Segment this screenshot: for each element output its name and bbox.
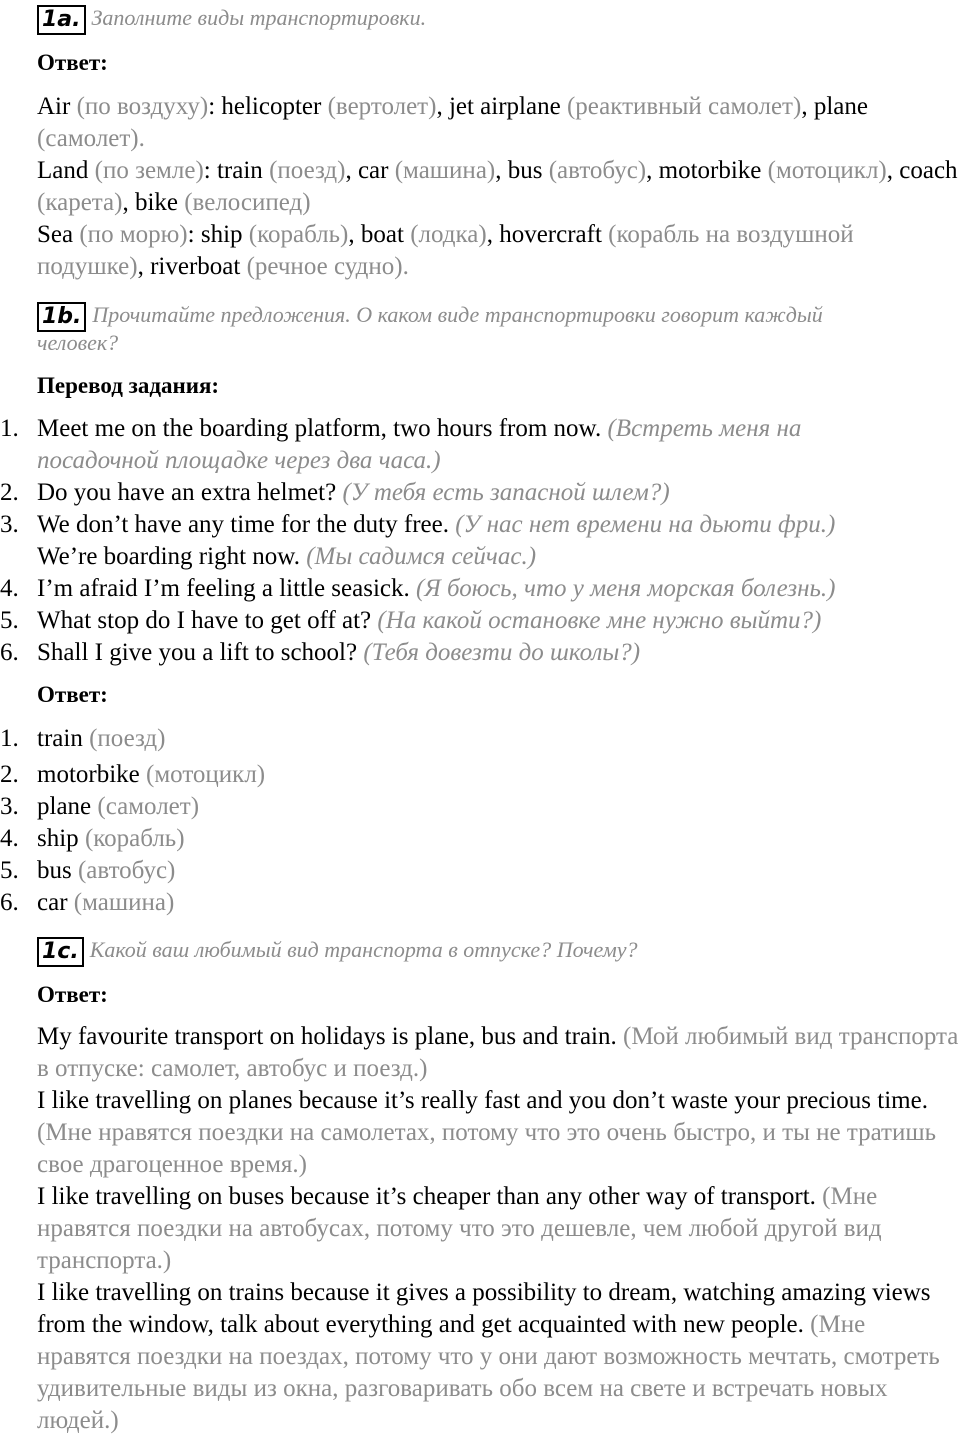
sentence-translation: (Я боюсь, что у меня морская болезнь.)	[416, 575, 836, 602]
task-1c-badge: 1c.	[37, 937, 84, 967]
sentence-text: Do you have an extra helmet?	[37, 479, 337, 506]
answer-sentence-translation: (Мне нравятся поездки на поездах, потому что у они дают возможность мечтать, смотреть удивительные виды из окна, разговаривать обо всем на свете и встречать новых людей.)	[37, 1311, 940, 1434]
answer-sentence: My favourite transport on holidays is plane, bus and train.	[37, 1023, 617, 1050]
word-translation: (самолет)	[37, 125, 139, 152]
list-item	[37, 887, 960, 919]
list-item	[37, 573, 960, 605]
task-1b-answer-label: Ответ:	[37, 682, 108, 707]
sentence-translation: (У тебя есть запасной шлем?)	[342, 479, 670, 506]
word: bus	[507, 157, 543, 184]
word: jet airplane	[448, 93, 561, 120]
word: coach	[899, 157, 958, 184]
word-translation: (вертолет)	[327, 93, 437, 120]
sentence-text: Shall I give you a lift to school?	[37, 639, 358, 666]
land-label: Land	[37, 157, 89, 184]
sentence-translation-cont: посадочной площадке через два часа.)	[37, 447, 441, 474]
list-item	[37, 791, 960, 823]
task-1a-header	[37, 2, 426, 35]
answer-translation: (машина)	[73, 889, 175, 916]
word-translation: (велосипед)	[184, 189, 311, 216]
task-1b-instruction-line1: Прочитайте предложения. О каком виде транспортировки говорит каждый	[92, 302, 823, 327]
answer-word: ship	[37, 825, 79, 852]
sea-translation: (по морю)	[79, 221, 188, 248]
list-number: 3.	[0, 793, 19, 820]
list-number: 4.	[0, 575, 19, 602]
list-item	[37, 637, 960, 669]
word-translation: (корабль на воздушной подушке)	[37, 221, 854, 280]
word-translation: (реактивный самолет)	[566, 93, 802, 120]
sentence-text: We don’t have any time for the duty free.	[37, 511, 449, 538]
task-1c-instruction: Какой ваш любимый вид транспорта в отпуске? Почему?	[89, 937, 638, 962]
sentence-translation: (На какой остановке мне нужно выйти?)	[377, 607, 822, 634]
task-1b-instruction-line2: человек?	[37, 330, 119, 355]
word-translation: (мотоцикл)	[767, 157, 887, 184]
list-number: 1.	[0, 725, 19, 752]
word-translation: (автобус)	[548, 157, 647, 184]
answer-sentence: I like travelling on trains because it gives a possibility to dream, watching amazing views from the window, talk about everything and get acquainted with new people.	[37, 1279, 931, 1338]
answer-word: train	[37, 725, 83, 752]
word-translation: (карета)	[37, 189, 123, 216]
list-item	[37, 509, 960, 541]
sentence-text: What stop do I have to get off at?	[37, 607, 372, 634]
list-number: 2.	[0, 479, 19, 506]
word-translation: (речное судно)	[246, 253, 403, 280]
list-number: 5.	[0, 857, 19, 884]
answer-translation: (поезд)	[89, 725, 166, 752]
sea-label: Sea	[37, 221, 74, 248]
answer-sentence: I like travelling on buses because it’s cheaper than any other way of transport.	[37, 1183, 816, 1210]
word: ship	[200, 221, 243, 248]
task-1a-badge: 1a.	[37, 5, 86, 35]
list-item	[37, 759, 960, 791]
answer-sentence: I like travelling on planes because it’s really fast and you don’t waste your precious time.	[37, 1087, 928, 1114]
word: riverboat	[150, 253, 241, 280]
sentence-text: I’m afraid I’m feeling a little seasick.	[37, 575, 410, 602]
answer-sentence-translation: (Мой любимый вид транспорта в отпуске: самолет, автобус и поезд.)	[37, 1023, 959, 1082]
sentence-translation: (У нас нет времени на дьюти фри.)	[455, 511, 836, 538]
list-item	[37, 413, 960, 445]
word: helicopter	[221, 93, 322, 120]
answer-word: bus	[37, 857, 72, 884]
list-number: 4.	[0, 825, 19, 852]
task-1c-header	[37, 934, 638, 967]
sentence-text: Meet me on the boarding platform, two hours from now.	[37, 415, 602, 442]
land-translation: (по земле)	[94, 157, 204, 184]
word-translation: (лодка)	[410, 221, 487, 248]
list-number: 6.	[0, 639, 19, 666]
list-number: 6.	[0, 889, 19, 916]
sentence-translation: (Тебя довезти до школы?)	[363, 639, 641, 666]
word: hovercraft	[499, 221, 602, 248]
answer-word: motorbike	[37, 761, 140, 788]
air-label: Air	[37, 93, 71, 120]
answer-word: car	[37, 889, 68, 916]
list-item	[37, 605, 960, 637]
answer-sentence-translation: (Мне нравятся поездки на автобусах, потому что это дешевле, чем любой другой вид транспорта.)	[37, 1183, 882, 1274]
word: car	[357, 157, 389, 184]
word: train	[216, 157, 263, 184]
list-item	[37, 855, 960, 887]
word: motorbike	[658, 157, 762, 184]
word: bike	[134, 189, 178, 216]
task-1a-answer-text: Air (по воздуху): helicopter (вертолет), jet airplane (реактивный самолет), plane (самолет). Land (по земле): train (поезд), car (машина), bus (автобус), motorbike (мотоцикл), coach (карета), bike (велосипед) Sea (по морю): ship (корабль), boat (лодка), hovercraft (корабль на воздушной подушке), riverboat (речное судно).	[37, 93, 958, 280]
list-item	[37, 477, 960, 509]
task-1c-answer-label: Ответ:	[37, 982, 108, 1007]
list-number: 3.	[0, 511, 19, 538]
list-item	[37, 723, 960, 755]
air-translation: (по воздуху)	[76, 93, 209, 120]
task-1a-answer-label: Ответ:	[37, 50, 108, 75]
list-number: 2.	[0, 761, 19, 788]
task-1b-header	[37, 299, 823, 332]
task-1a-instruction: Заполните виды транспортировки.	[91, 5, 427, 30]
word: boat	[360, 221, 404, 248]
list-number: 1.	[0, 415, 19, 442]
answer-sentence-translation: (Мне нравятся поездки на самолетах, потому что это очень быстро, и ты не тратишь свое драгоценное время.)	[37, 1119, 937, 1178]
answer-translation: (автобус)	[77, 857, 176, 884]
sentence-translation: (Встреть меня на	[607, 415, 802, 442]
list-item	[37, 823, 960, 855]
word-translation: (корабль)	[248, 221, 349, 248]
sentence-text: We’re boarding right now.	[37, 543, 300, 570]
answer-translation: (мотоцикл)	[146, 761, 266, 788]
word-translation: (машина)	[394, 157, 496, 184]
task-1b-translation-label: Перевод задания:	[37, 373, 220, 398]
word: plane	[813, 93, 868, 120]
answer-translation: (самолет)	[97, 793, 200, 820]
word-translation: (поезд)	[269, 157, 346, 184]
list-item-cont	[37, 541, 960, 573]
task-1c-answer-text	[37, 1021, 960, 1437]
sentence-translation: (Мы садимся сейчас.)	[306, 543, 537, 570]
list-number: 5.	[0, 607, 19, 634]
answer-translation: (корабль)	[84, 825, 185, 852]
task-1b-badge: 1b.	[37, 302, 86, 332]
answer-word: plane	[37, 793, 92, 820]
